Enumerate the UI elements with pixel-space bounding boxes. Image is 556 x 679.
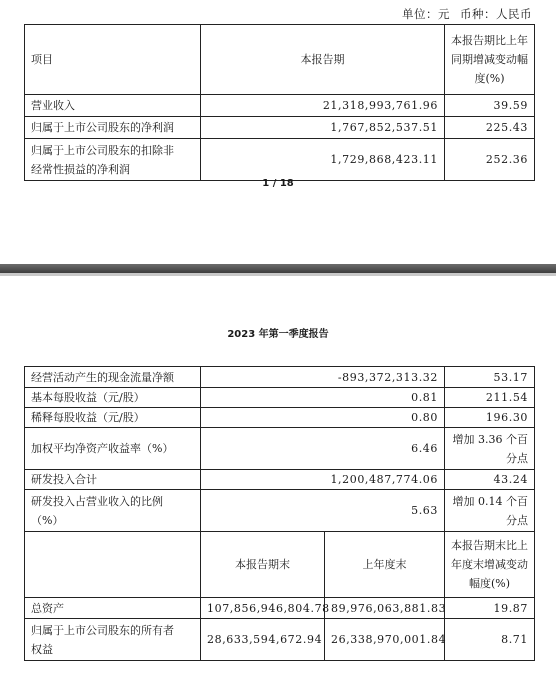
table-row: [25, 470, 535, 490]
row-value: 0.81: [201, 388, 445, 408]
row-label: 研发投入合计: [25, 470, 201, 490]
row-change: 196.30: [445, 408, 535, 428]
row-prior: 89,976,063,881.83: [325, 598, 445, 619]
header-change-line: 年度末增减变动: [451, 558, 529, 571]
row-change: 19.87: [445, 598, 535, 619]
indicators-table: [24, 366, 535, 661]
row-change-line: 分点: [506, 451, 529, 465]
row-label-line: 经常性损益的净利润: [31, 162, 130, 176]
row-change: 8.71: [445, 619, 535, 661]
row-change: 252.36: [445, 139, 535, 181]
row-change-line: 分点: [506, 513, 529, 527]
page-number: 1 / 18: [262, 178, 294, 189]
unit-currency-line: [392, 6, 532, 22]
row-label: [25, 490, 201, 532]
row-prior: 26,338,970,001.84: [325, 619, 445, 661]
row-label: 基本每股收益（元/股）: [25, 388, 201, 408]
table-row: [25, 117, 535, 139]
report-title: 2023 年第一季度报告: [227, 329, 329, 340]
row-change-line: 增加 3.36 个百: [452, 432, 529, 446]
table-row: [25, 490, 535, 532]
row-value: 0.80: [201, 408, 445, 428]
table-row: [25, 367, 535, 388]
header-change-line: 本报告期末比上: [451, 539, 529, 552]
table-row: [25, 95, 535, 117]
row-value: 1,729,868,423.11: [201, 139, 445, 181]
row-label-line: （%）: [31, 513, 64, 527]
table-row: [25, 139, 535, 181]
currency-label: 币种：人民币: [460, 7, 532, 21]
row-label-line: 归属于上市公司股东的所有者: [31, 623, 174, 637]
row-change: [445, 428, 535, 470]
row-label: 加权平均净资产收益率（%）: [25, 428, 201, 470]
table-row: [25, 388, 535, 408]
row-label-line: 权益: [31, 642, 53, 656]
row-current: 107,856,946,804.78: [201, 598, 325, 619]
header-current: 本报告期末: [201, 532, 325, 598]
header-change-line: 幅度(%): [468, 577, 511, 590]
row-current: 28,633,594,672.94: [201, 619, 325, 661]
unit-label: 单位：元: [402, 7, 450, 21]
row-label: 总资产: [25, 598, 201, 619]
header-blank: [25, 532, 201, 598]
row-change: 43.24: [445, 470, 535, 490]
row-label: 营业收入: [25, 95, 201, 117]
row-label-line: 研发投入占营业收入的比例: [31, 494, 163, 508]
page-break-shadow: [0, 273, 556, 276]
row-value: 5.63: [201, 490, 445, 532]
row-label-line: 归属于上市公司股东的扣除非: [31, 143, 174, 157]
header-change: [445, 532, 535, 598]
table-row: [25, 408, 535, 428]
header-change-line: 同期增减变动幅: [451, 53, 528, 66]
income-table: [24, 24, 535, 181]
table-header-row: [25, 25, 535, 95]
header-prior: 上年度末: [325, 532, 445, 598]
header-change-line: 本报告期比上年: [451, 34, 528, 47]
row-label: 经营活动产生的现金流量净额: [25, 367, 201, 388]
row-value: 1,767,852,537.51: [201, 117, 445, 139]
row-label: [25, 139, 201, 181]
header-period: 本报告期: [201, 25, 445, 95]
row-change: 211.54: [445, 388, 535, 408]
row-change: [445, 490, 535, 532]
row-value: -893,372,313.32: [201, 367, 445, 388]
row-change: 53.17: [445, 367, 535, 388]
row-value: 1,200,487,774.06: [201, 470, 445, 490]
row-change-line: 增加 0.14 个百: [452, 494, 529, 508]
row-change: 39.59: [445, 95, 535, 117]
table-row: [25, 598, 535, 619]
balance-header-row: [25, 532, 535, 598]
row-change: 225.43: [445, 117, 535, 139]
row-label: [25, 619, 201, 661]
header-change: [445, 25, 535, 95]
row-label: 稀释每股收益（元/股）: [25, 408, 201, 428]
page-break-divider: [0, 264, 556, 273]
table-row: [25, 428, 535, 470]
header-change-line: 度(%): [474, 72, 505, 85]
table-row: [25, 619, 535, 661]
row-value: 6.46: [201, 428, 445, 470]
row-value: 21,318,993,761.96: [201, 95, 445, 117]
header-item: 项目: [25, 25, 201, 95]
row-label: 归属于上市公司股东的净利润: [25, 117, 201, 139]
